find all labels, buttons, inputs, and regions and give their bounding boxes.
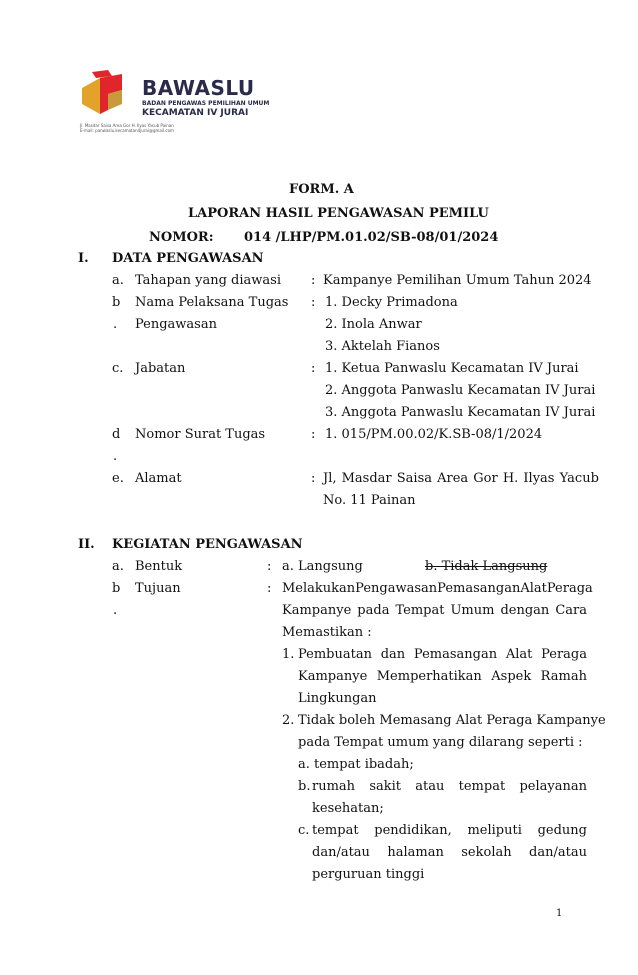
form-title: FORM. A bbox=[289, 182, 354, 197]
s1-d-letter: d bbox=[112, 427, 121, 442]
s2-a-colon: : bbox=[267, 559, 272, 574]
s1-a-value: Kampanye Pemilihan Umum Tahun 2024 bbox=[323, 273, 592, 288]
s1-b-label-1: Nama Pelaksana Tugas bbox=[135, 295, 289, 310]
s2-sub-c-line-1: tempat pendidikan, meliputi gedung bbox=[312, 823, 587, 838]
bawaslu-logo-icon bbox=[78, 70, 136, 122]
s2-a-label: Bentuk bbox=[135, 559, 183, 574]
s2-sub-b-number: b. bbox=[298, 779, 311, 794]
s2-sub-b-line-2: kesehatan; bbox=[312, 801, 384, 816]
section2-number: II. bbox=[78, 537, 95, 552]
s1-b-colon: : bbox=[311, 295, 316, 310]
s2-sub-c-line-3: perguruan tinggi bbox=[312, 867, 425, 882]
s2-b-line-2: Kampanye pada Tempat Umum dengan Cara bbox=[282, 603, 587, 618]
s1-e-letter: e. bbox=[112, 471, 124, 486]
s1-c-letter: c. bbox=[112, 361, 124, 376]
s1-b-value-3: 3. Aktelah Fianos bbox=[325, 339, 440, 354]
s2-sub-b-line-1: rumah sakit atau tempat pelayanan bbox=[312, 779, 587, 794]
section1-number: I. bbox=[78, 251, 89, 266]
s1-e-value-line-2: No. 11 Painan bbox=[323, 493, 416, 508]
s2-point-1-line-3: Lingkungan bbox=[298, 691, 377, 706]
s2-point-2-line-2: pada Tempat umum yang dilarang seperti : bbox=[298, 735, 583, 750]
s1-c-value-1: 1. Ketua Panwaslu Kecamatan IV Jurai bbox=[325, 361, 579, 376]
s2-sub-c-number: c. bbox=[298, 823, 310, 838]
s2-point-1-line-2: Kampanye Memperhatikan Aspek Ramah bbox=[298, 669, 587, 684]
s2-b-line-1: Melakukan Pengawasan Pemasangan Alat Peraga bbox=[282, 581, 593, 596]
s1-b-value-2: 2. Inola Anwar bbox=[325, 317, 422, 332]
s1-d-value: 1. 015/PM.00.02/K.SB-08/1/2024 bbox=[325, 427, 543, 442]
number-label: NOMOR: bbox=[149, 230, 214, 245]
s1-c-colon: : bbox=[311, 361, 316, 376]
section2-heading: KEGIATAN PENGAWASAN bbox=[112, 537, 303, 552]
s1-d-dot: . bbox=[113, 449, 118, 464]
s2-b-colon: : bbox=[267, 581, 272, 596]
s1-d-label: Nomor Surat Tugas bbox=[135, 427, 266, 442]
s1-e-colon: : bbox=[311, 471, 316, 486]
s2-a-letter: a. bbox=[112, 559, 124, 574]
s1-c-value-3: 3. Anggota Panwaslu Kecamatan IV Jurai bbox=[325, 405, 596, 420]
s1-a-letter: a. bbox=[112, 273, 124, 288]
s2-point-1-number: 1. bbox=[282, 647, 295, 662]
address-line-2: E-mail: panwaslu.kecamatan4jurai@gmail.com bbox=[80, 128, 174, 133]
report-title: LAPORAN HASIL PENGAWASAN PEMILU bbox=[188, 206, 489, 221]
s1-c-label: Jabatan bbox=[135, 361, 186, 376]
s1-a-colon: : bbox=[311, 273, 316, 288]
s2-point-1-line-1: Pembuatan dan Pemasangan Alat Peraga bbox=[298, 647, 587, 662]
s2-b-dot: . bbox=[113, 603, 118, 618]
s2-point-2-line-1: Tidak boleh Memasang Alat Peraga Kampanye bbox=[298, 713, 606, 728]
org-sub: BADAN PENGAWAS PEMILIHAN UMUM bbox=[142, 100, 270, 107]
s1-a-label: Tahapan yang diawasi bbox=[135, 273, 281, 288]
s2-sub-c-line-2: dan/atau halaman sekolah dan/atau bbox=[312, 845, 587, 860]
s1-d-colon: : bbox=[311, 427, 316, 442]
org-name: BAWASLU bbox=[142, 76, 255, 100]
s2-b-line-3: Memastikan : bbox=[282, 625, 372, 640]
s2-b-letter: b bbox=[112, 581, 121, 596]
s1-c-value-2: 2. Anggota Panwaslu Kecamatan IV Jurai bbox=[325, 383, 596, 398]
s2-b-label: Tujuan bbox=[135, 581, 181, 596]
letterhead bbox=[78, 70, 278, 132]
s1-b-value-1: 1. Decky Primadona bbox=[325, 295, 458, 310]
s2-sub-a: a. tempat ibadah; bbox=[298, 757, 414, 772]
s1-e-value-line-1: Jl, Masdar Saisa Area Gor H. Ilyas Yacub bbox=[323, 471, 599, 486]
s2-point-2-number: 2. bbox=[282, 713, 295, 728]
address-line-1: Jl. Masdar Saisa Area Gor H. Ilyas Yacub Painan bbox=[80, 123, 174, 128]
s1-e-label: Alamat bbox=[135, 471, 182, 486]
org-unit: KECAMATAN IV JURAI bbox=[142, 108, 249, 118]
s1-b-letter: b bbox=[112, 295, 121, 310]
page-number: 1 bbox=[556, 908, 563, 919]
section1-heading: DATA PENGAWASAN bbox=[112, 251, 264, 266]
s1-b-dot: . bbox=[113, 317, 118, 332]
s2-a-option-2: b. Tidak Langsung bbox=[425, 559, 548, 574]
s1-b-label-2: Pengawasan bbox=[135, 317, 217, 332]
s2-a-option-1: a. Langsung bbox=[282, 559, 363, 574]
number-value: 014 /LHP/PM.01.02/SB-08/01/2024 bbox=[244, 230, 499, 245]
